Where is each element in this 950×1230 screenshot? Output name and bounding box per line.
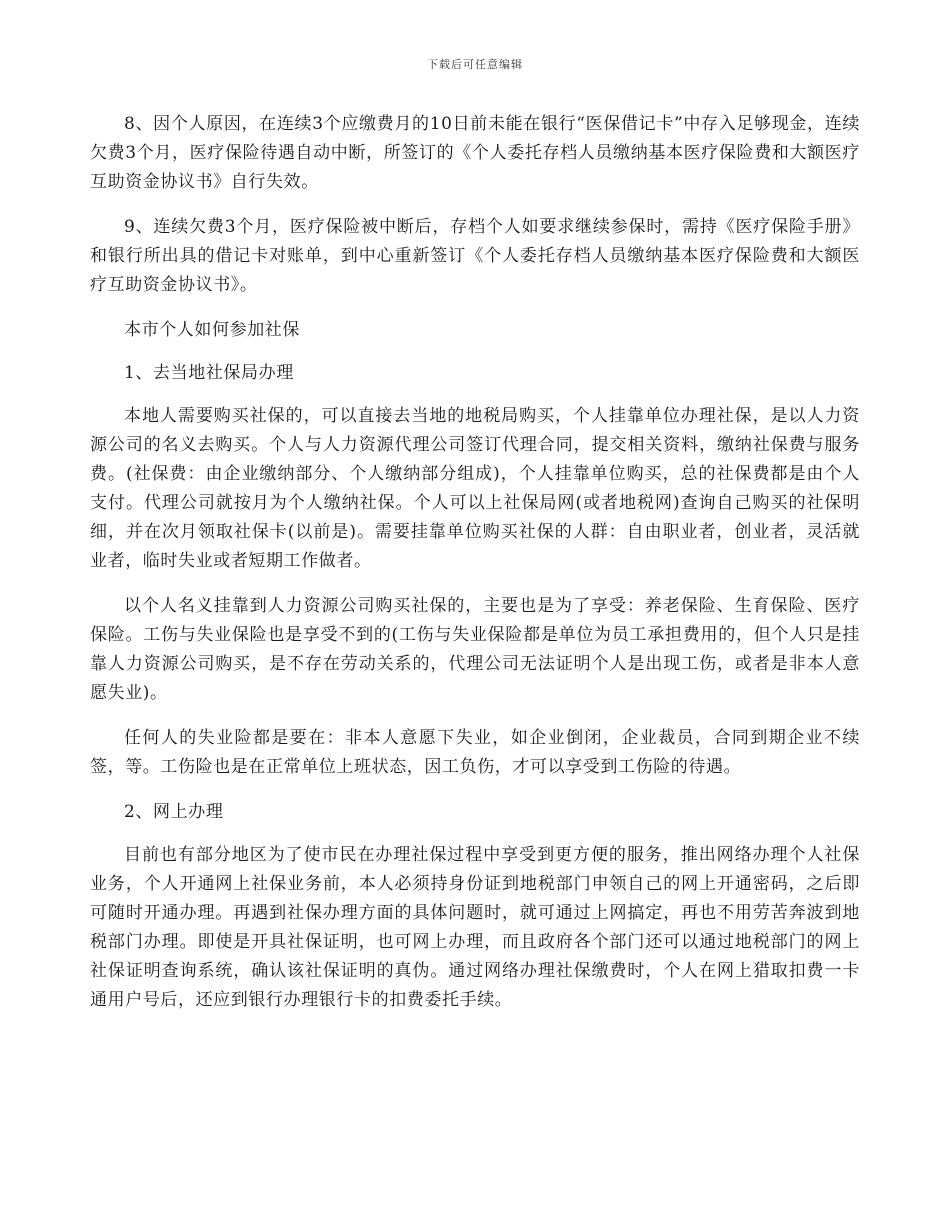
paragraph-local-purchase: 本地人需要购买社保的，可以直接去当地的地税局购买，个人挂靠单位办理社保，是以人力资源公司的名义去购买。个人与人力资源代理公司签订代理合同，提交相关资料，缴纳社保费与服务费。(社保费：由企业缴纳部分、个人缴纳部分组成)，个人挂靠单位购买，总的社保费都是由个人支付。代理公司就按月为个人缴纳社保。个人可以上社保局网(或者地税网)查询自己购买的社保明细，并在次月领取社保卡(以前是)。需要挂靠单位购买社保的人群：自由职业者，创业者，灵活就业者，临时失业或者短期工作做者。 — [90, 406, 860, 571]
paragraph-online-process: 目前也有部分地区为了使市民在办理社保过程中享受到更方便的服务，推出网络办理个人社保业务，个人开通网上社保业务前，本人必须持身份证到地税部门申领自己的网上开通密码，之后即可随时开通办理。再遇到社保办理方面的具体问题时，就可通过上网搞定，再也不用劳苦奔波到地税部门办理。即使是开具社保证明，也可网上办理，而且政府各个部门还可以通过地税部门的网上社保证明查询系统，确认该社保证明的真伪。通过网络办理社保缴费时，个人在网上猎取扣费一卡通用户号后，还应到银行办理银行卡的扣费委托手续。 — [90, 845, 860, 1010]
paragraph-unemployment-injury: 任何人的失业险都是要在：非本人意愿下失业，如企业倒闭，企业裁员，合同到期企业不续签，等。工伤险也是在正常单位上班状态，因工负伤，才可以享受到工伤险的待遇。 — [90, 728, 860, 777]
subheading-online: 2、网上办理 — [124, 802, 224, 822]
page-header: 下载后可任意编辑 — [427, 58, 523, 71]
subheading-local-bureau: 1、去当地社保局办理 — [124, 363, 294, 383]
section-heading: 本市个人如何参加社保 — [124, 320, 300, 340]
paragraph-affiliation-benefits: 以个人名义挂靠到人力资源公司购买社保的，主要也是为了享受：养老保险、生育保险、医疗保险。工伤与失业保险也是享受不到的(工伤与失业保险都是单位为员工承担费用的，但个人只是挂靠人力资源公司购买，是不存在劳动关系的，代理公司无法证明个人是出现工伤，或者是非本人意愿失业)。 — [90, 596, 860, 703]
paragraph-item-8: 8、因个人原因，在连续3个应缴费月的10日前未能在银行“医保借记卡”中存入足够现金，连续欠费3个月，医疗保险待遇自动中断，所签订的《个人委托存档人员缴纳基本医疗保险费和大额医疗互助资金协议书》自行失效。 — [90, 114, 860, 192]
document-body — [90, 110, 860, 1031]
paragraph-item-9: 9、连续欠费3个月，医疗保险被中断后，存档个人如要求继续参保时，需持《医疗保险手册》和银行所出具的借记卡对账单，到中心重新签订《个人委托存档人员缴纳基本医疗保险费和大额医疗互助资金协议书》。 — [90, 217, 860, 295]
